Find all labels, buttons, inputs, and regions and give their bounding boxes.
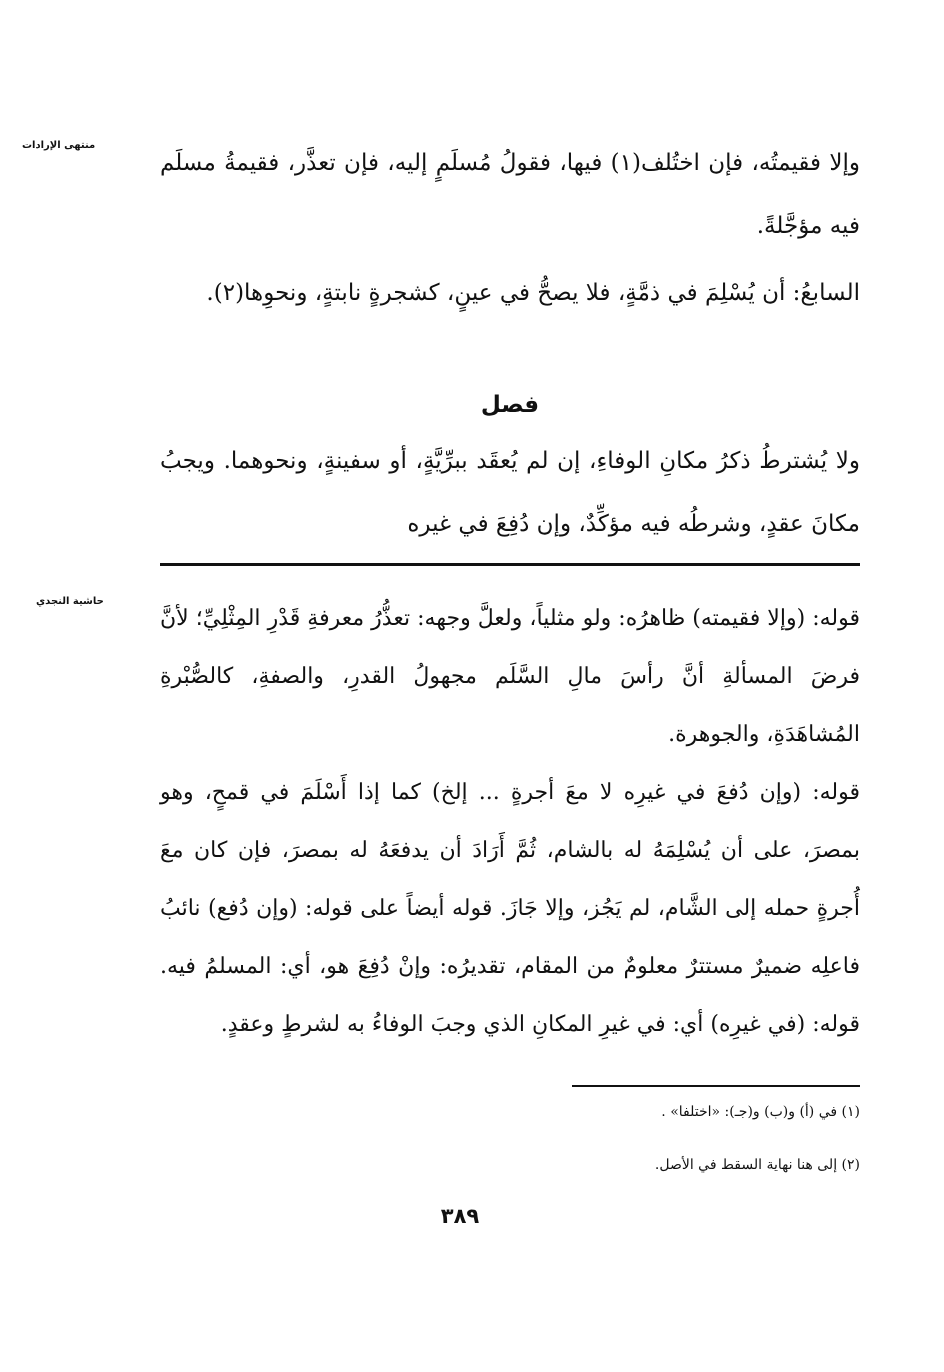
page-number: ٣٨٩: [440, 1204, 480, 1228]
section-heading: فصل: [480, 392, 540, 418]
footnote-1: (١) في (أ) و(ب) و(جـ): «اختلفا» .: [661, 1104, 860, 1120]
footnote-divider: [572, 1085, 860, 1087]
footnote-2: (٢) إلى هنا نهاية السقط في الأصل.: [654, 1157, 860, 1173]
commentary-paragraph-2: قوله: (وإن دُفعَ في غيرِه لا معَ أجرةٍ ... إلخ) كما إذا أَسْلَمَ في قمحٍ، وهو بمصرَ، على أن يُسْلِمَهُ له بالشام، ثُمَّ أَرَادَ أن يدفعَهُ له بمصرَ، فإن كان معَ أُجرةٍ حمله إلى الشَّام، لم يَجُز، وإلا جَازَ. قوله أيضاً على قوله: (وإن دُفع) نائبُ فاعلِه ضميرٌ مستترٌ معلومٌ من المقام، تقديرُه: وإنْ دُفِعَ هو، أي: المسلمُ فيه. قوله: (في غيرِه) أي: في غيرِ المكانِ الذي وجبَ الوفاءُ به لشرطٍ وعقدٍ.: [160, 780, 860, 1037]
margin-label-hashiya: حاشية النجدي: [36, 596, 104, 607]
main-paragraph-1: وإلا فقيمتُه، فإن اختُلف(١) فيها، فقولُ مُسلَمٍ إليه، فإن تعذَّر، فقيمةُ مسلَم فيه مؤجَّلةً.: [160, 150, 860, 239]
main-paragraph-2: السابعُ: أن يُسْلِمَ في ذمَّةٍ، فلا يصحُّ في عينٍ، كشجرةٍ نابتةٍ، ونحوِها(٢).: [206, 280, 860, 306]
commentary-text: [160, 590, 860, 1054]
main-text-lower: [160, 430, 860, 556]
margin-label-muntaha: منتهى الإرادات: [22, 140, 96, 151]
main-paragraph-3: ولا يُشترطُ ذكرُ مكانِ الوفاءِ، إن لم يُعقَد ببرِّيَّةٍ، أو سفينةٍ، ونحوهما. ويجبُ مكانَ عقدٍ، وشرطُه فيه مؤكِّدٌ، وإن دُفِعَ في غيره: [160, 448, 860, 537]
commentary-paragraph-1: قوله: (وإلا فقيمته) ظاهرُه: ولو مثلياً، ولعلَّ وجهه: تعذُّرُ معرفةِ قَدْرِ المِثْلِيِّ؛ لأنَّ فرضَ المسألةِ أنَّ رأسَ مالِ السَّلَم مجهولُ القدرِ، والصفةِ، كالصُّبْرةِ المُشاهَدَةِ، والجوهرة.: [160, 606, 860, 747]
section-divider: [160, 563, 860, 566]
main-text-upper: [160, 132, 860, 325]
